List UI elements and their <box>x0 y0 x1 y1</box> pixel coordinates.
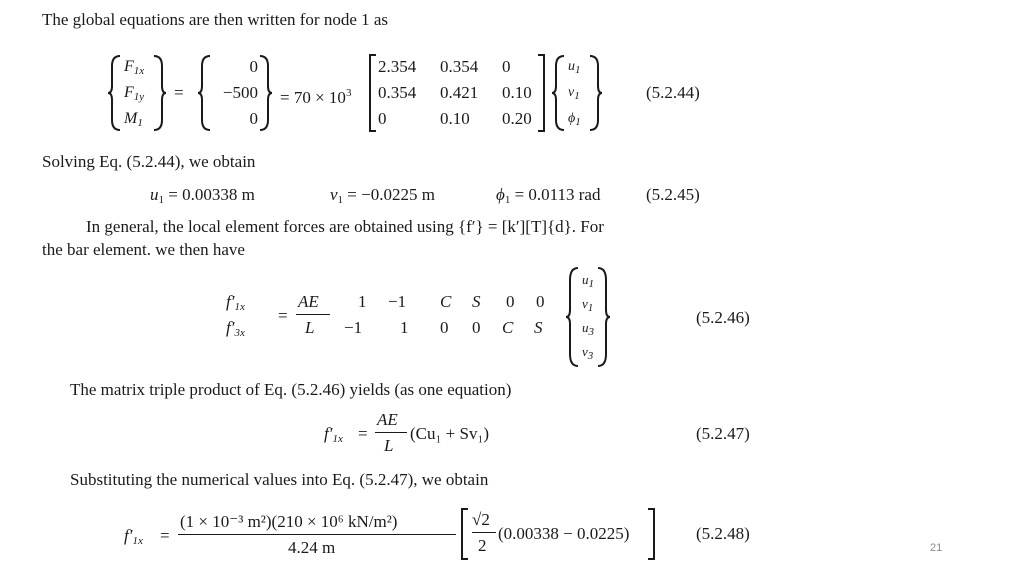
load-vector: 0 −500 0 <box>222 57 258 128</box>
lhs-f1x: $f'_{1x}$ <box>226 292 245 313</box>
matrix-col-2: 0.354 0.421 0.10 <box>440 57 479 128</box>
sqrt2: √2 <box>472 510 490 529</box>
u1-result: $u_1 = 0.00338$ m <box>150 185 255 206</box>
L-denominator: L <box>384 436 394 455</box>
numerator: (1 × 10⁻³ m²)(210 × 10⁶ kN/m²) <box>180 512 398 531</box>
lhs-f1x: $f'_{1x}$ <box>324 424 343 445</box>
equation-number: (5.2.45) <box>646 185 700 204</box>
left-brace <box>108 54 122 132</box>
right-bracket <box>646 508 656 560</box>
L-denominator: L <box>305 318 315 337</box>
lhs-F1y: $F_{1y}$ <box>124 84 145 103</box>
general-text-line2: the bar element. we then have <box>42 240 245 259</box>
equals: = <box>174 83 184 102</box>
matrix-col-3: 0 0.10 0.20 <box>502 57 532 128</box>
right-brace <box>152 54 166 132</box>
left-brace <box>566 266 580 368</box>
triple-product-text: The matrix triple product of Eq. (5.2.46) yields (as one equation) <box>70 380 512 399</box>
lhs-vector <box>124 54 144 132</box>
right-bracket <box>536 54 546 132</box>
equation-number: (5.2.48) <box>696 524 750 543</box>
phi1-result: $\phi_1 = 0.0113$ rad <box>496 185 601 206</box>
displacement-diff: (0.00338 − 0.0225) <box>498 524 630 543</box>
lhs-F1x: $F_{1x}$ <box>124 58 145 77</box>
equals: = <box>358 424 368 443</box>
right-brace <box>258 54 272 132</box>
sqrt-denominator: 2 <box>478 536 487 555</box>
equals: = <box>278 306 288 325</box>
lhs-f1x: $f'_{1x}$ <box>124 526 143 547</box>
equation-number: (5.2.46) <box>696 308 750 327</box>
left-bracket <box>460 508 470 560</box>
left-bracket <box>368 54 378 132</box>
stiffness-factor: = $70 \times 10^3$ <box>280 87 352 107</box>
v1-result: $v_1 = -0.0225$ m <box>330 185 435 206</box>
left-brace <box>552 54 566 132</box>
solving-text: Solving Eq. (5.2.44), we obtain <box>42 152 256 171</box>
fraction-bar <box>178 534 456 535</box>
denominator: 4.24 m <box>288 538 336 557</box>
fraction-bar <box>296 314 330 315</box>
right-brace <box>588 54 602 132</box>
lhs-M1: $M_1$ <box>124 110 143 129</box>
left-brace <box>198 54 212 132</box>
right-brace <box>596 266 610 368</box>
substituting-text: Substituting the numerical values into Eq. (5.2.47), we obtain <box>70 470 489 489</box>
equation-number: (5.2.47) <box>696 424 750 443</box>
fraction-bar <box>472 532 496 533</box>
rhs-expression: (Cu₁ + Sv₁) <box>410 424 490 443</box>
lhs-f3x: $f'_{3x}$ <box>226 318 245 339</box>
unknown-vector: $u_1$ $v_1$ $\phi_1$ <box>568 59 581 128</box>
equation-number: (5.2.44) <box>646 83 700 102</box>
matrix-col-1: 2.354 0.354 0 <box>378 57 417 128</box>
intro-text: The global equations are then written for node 1 as <box>42 10 389 29</box>
fraction-bar <box>375 432 407 433</box>
equals: = <box>160 526 170 545</box>
displacement-vector: $u_1$ $v_1$ $u_3$ $v_3$ <box>582 272 594 362</box>
page-number: 21 <box>930 542 943 554</box>
AE-numerator: AE <box>298 292 319 311</box>
general-text-line1: In general, the local element forces are obtained using {f′} = [k′][T]{d}. For <box>86 217 604 236</box>
AE-numerator: AE <box>377 410 398 429</box>
